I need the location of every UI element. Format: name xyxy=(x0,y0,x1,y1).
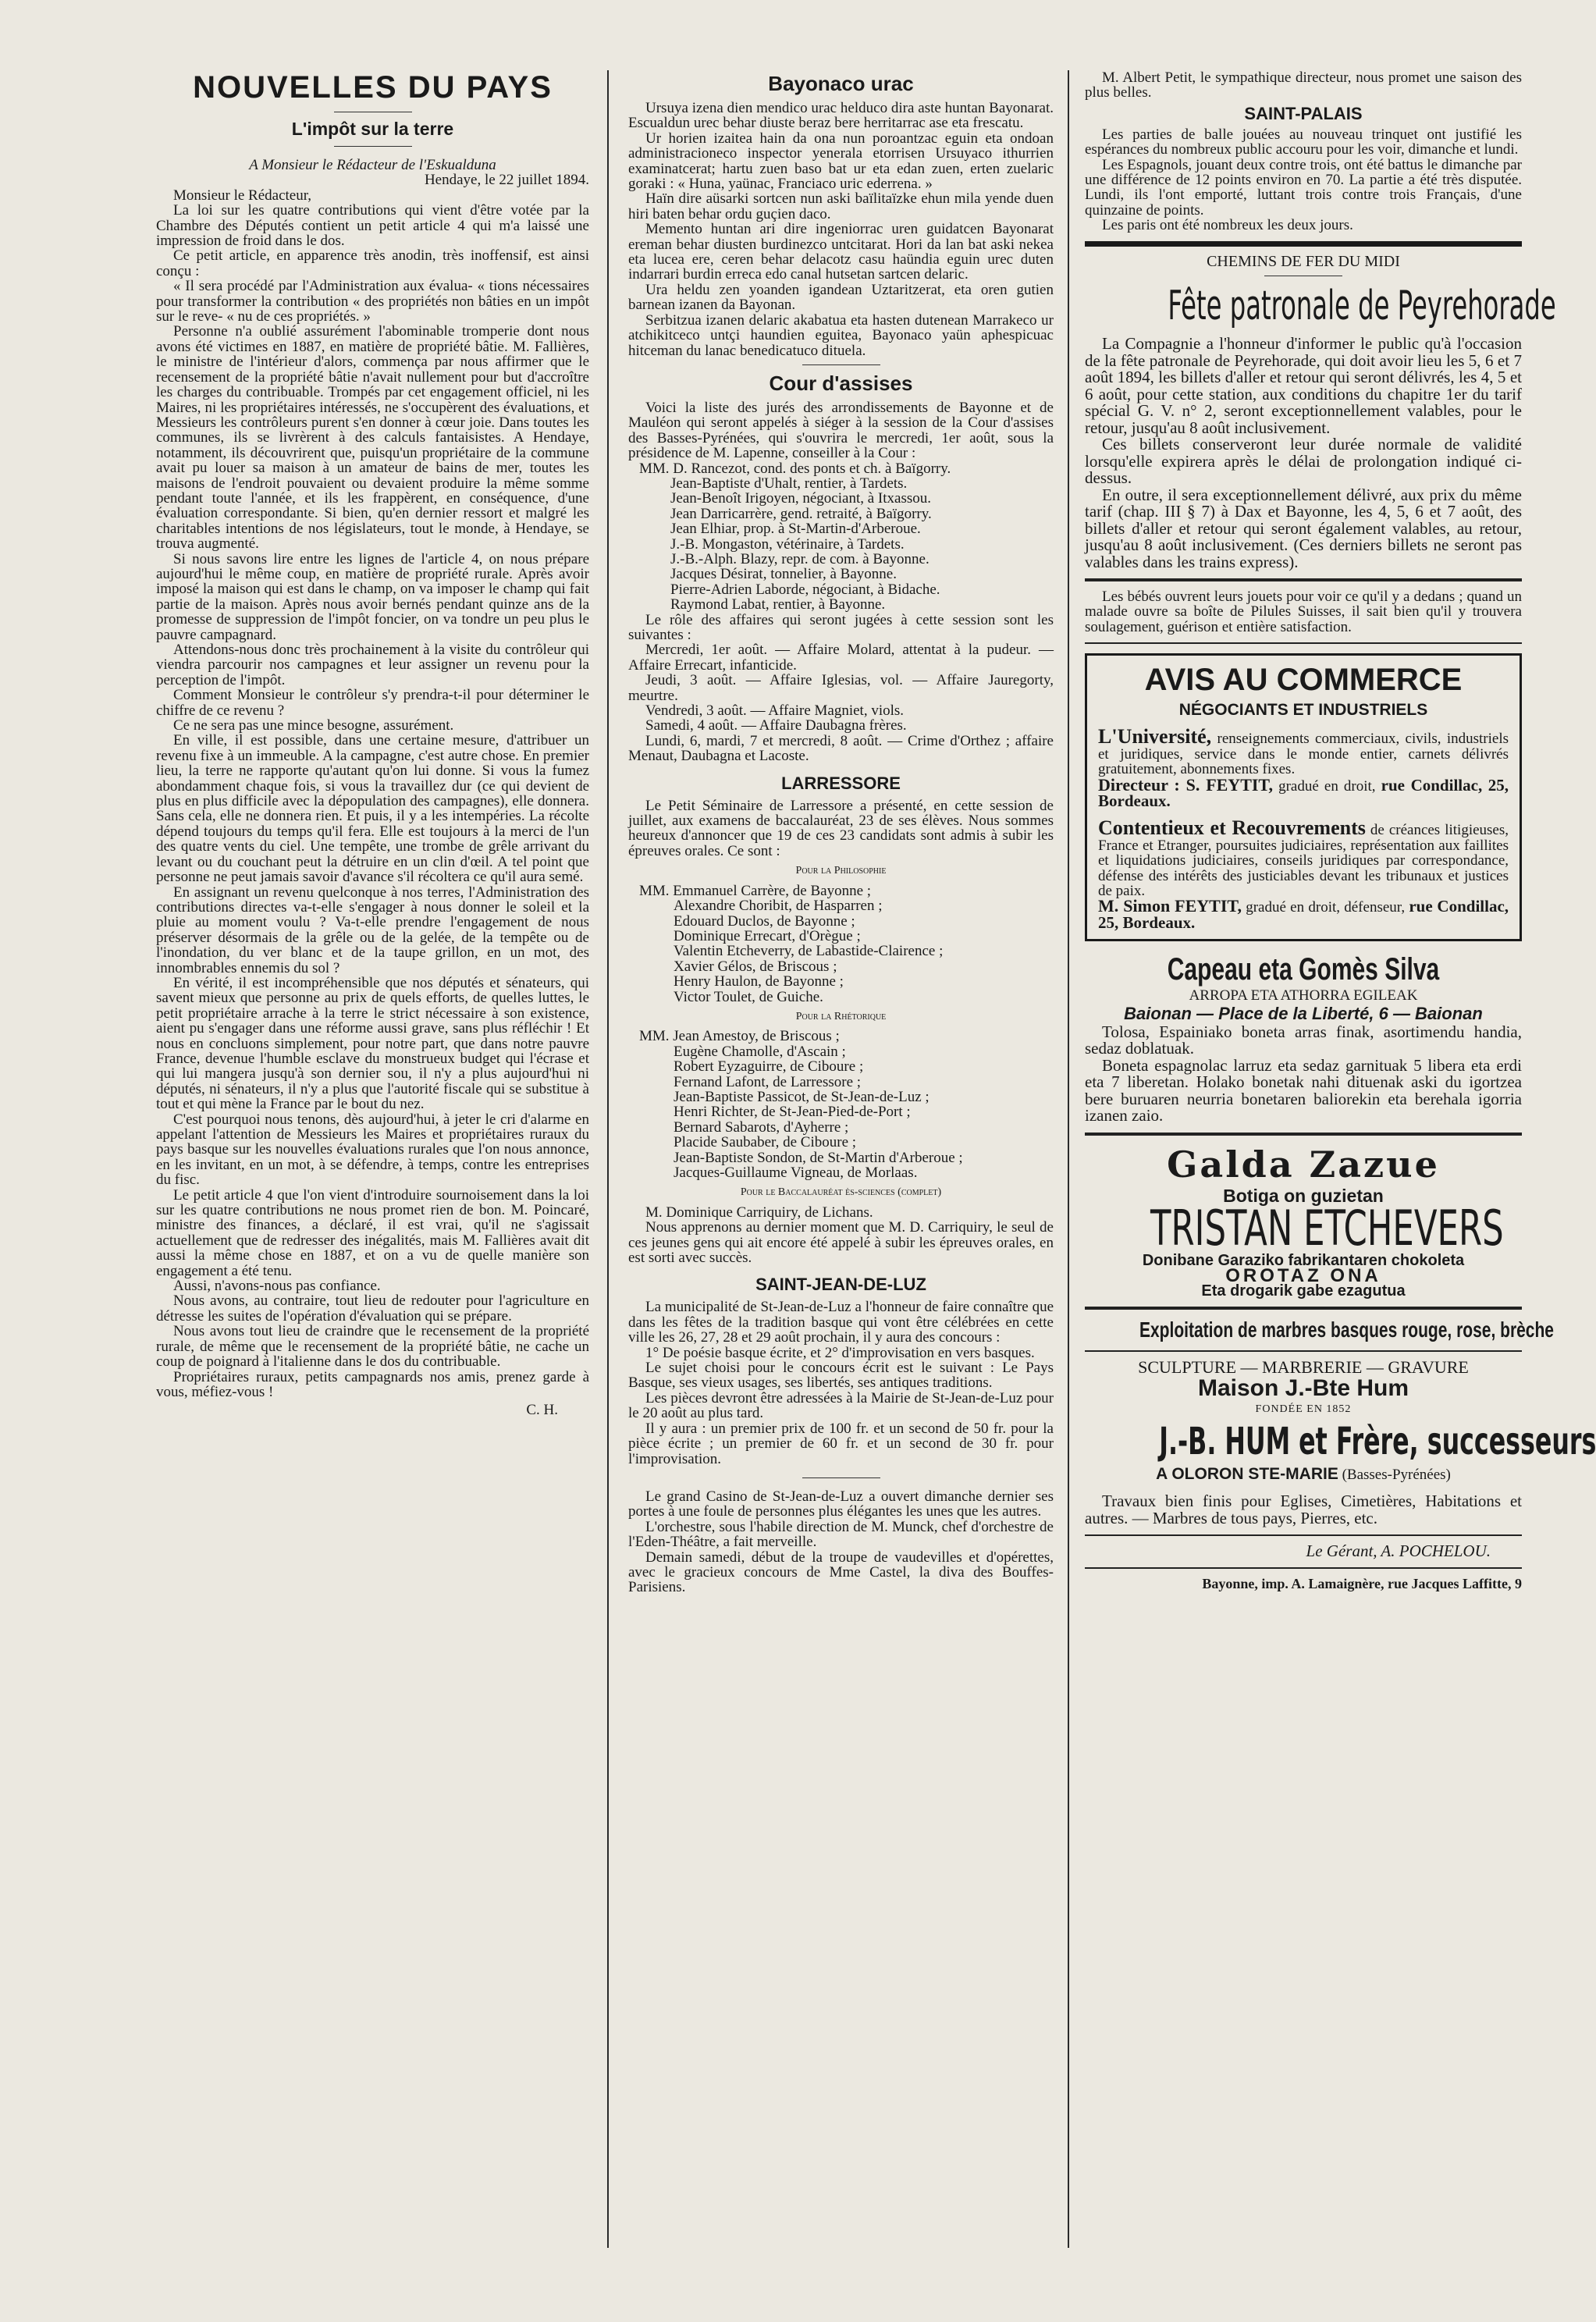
paragraph: Comment Monsieur le contrôleur s'y prendra-t-il pour déterminer le chiffre de ce revenu ? xyxy=(156,687,589,719)
advert-heading: L'Université, xyxy=(1098,725,1212,749)
paragraph: Ce petit article, en apparence très anodin, très inoffensif, est ainsi conçu : xyxy=(156,247,589,279)
advert-text: Boneta espagnolac larruz eta sedaz garnituak 5 libera eta erdi eta 7 liberetan. Holako bonetak nahi dituenak aski du igortzea bere buruaren neurria bonetaren baliorekin eta berehala igorria izanen zaio. xyxy=(1085,1055,1522,1125)
advert-text: Les bébés ouvrent leurs jouets pour voir ce qu'il y a dedans ; quand un malade ouvre sa boîte de Pilules Suisses, il sait bien qu'il y trouvera soulagement, guérison et entière satisfaction. xyxy=(1085,589,1522,635)
paragraph: Les pièces devront être adressées à la Mairie de St-Jean-de-Luz pour le 20 août au plus tard. xyxy=(628,1389,1054,1422)
imprint: Bayonne, imp. A. Lamaignère, rue Jacques Laffitte, 9 xyxy=(1202,1575,1522,1591)
dateline: Hendaye, le 22 juillet 1894. xyxy=(424,172,589,189)
paragraph: Les paris ont été nombreux les deux jours. xyxy=(1102,217,1353,234)
jures-list xyxy=(628,461,1054,613)
subhead: Pour la Rhétorique xyxy=(795,1010,887,1022)
advert-text: Donibane Garaziko fabrikantaren chokoleta xyxy=(1142,1251,1465,1269)
advert-address: Baionan — Place de la Liberté, 6 — Baionan xyxy=(1124,1003,1483,1023)
advert-text: Travaux bien finis pour Eglises, Cimetières, Habitations et autres. — Marbres de tous pays, Pierres, etc. xyxy=(1085,1492,1522,1527)
article-title: L'impôt sur la terre xyxy=(291,119,454,139)
advert-title: Galda Zazue xyxy=(1167,1143,1440,1186)
list-item: Victor Toulet, de Guiche. xyxy=(674,988,823,1005)
list-item: Vendredi, 3 août. — Affaire Magniet, viols. xyxy=(645,702,905,720)
divider xyxy=(1085,578,1522,581)
list-item: Fernand Lafont, de Larressore ; xyxy=(674,1073,862,1090)
paragraph: La Compagnie a l'honneur d'informer le public qu'à l'occasion de la fête patronale de Peyrehorade, qui doit avoir lieu les 5, 6 et 7 août 1894, les billets d'aller et retour qui seront délivrés, les 4, 5 et 6 août, pour cette station, aux conditions du chapitre 1er du tarif spécial G. V. n° 2, seront exceptionnellement valables, pour le retour, jusqu'au 8 août inclusivement. xyxy=(1085,334,1522,437)
paragraph: Le sujet choisi pour le concours écrit est le suivant : Le Pays Basque, ses vieux usages, ses libertés, ses antiques traditions. xyxy=(628,1360,1054,1392)
paragraph: Le grand Casino de St-Jean-de-Luz a ouvert dimanche dernier ses portes à une foule de personnes plus élégantes les unes que les autres. xyxy=(628,1488,1054,1520)
list-item: Jacques-Guillaume Vigneau, de Morlaas. xyxy=(674,1165,918,1181)
list-item: Edouard Duclos, de Bayonne ; xyxy=(674,912,855,930)
advert-slogan: OROTAZ ONA xyxy=(1225,1265,1381,1287)
divider xyxy=(802,364,880,365)
advert-subtitle: ARROPA ETA ATHORRA EGILEAK xyxy=(1189,987,1418,1005)
paragraph: Si nous savons lire entre les lignes de l'article 4, on nous prépare aujourd'hui le même coup, en matière de propriété rurale. Après avoir imposé la maison qui est dans le champ, on va imposer le champ qui fait partie de la maison. Après nous avoir bernés pendant quinze ans de la promesse de suppression de l'impôt foncier, on va tondre un peu plus le pauvre campagnard. xyxy=(156,550,589,643)
list-item: Mercredi, 1er août. — Affaire Molard, attentat à la pudeur. — Affaire Errecart, infanticide. xyxy=(628,642,1054,674)
list-item: Dominique Errecart, d'Orègue ; xyxy=(674,927,861,944)
paragraph: Propriétaires ruraux, petits campagnards nos amis, prenez garde à vous, méfiez-vous ! xyxy=(156,1368,589,1400)
list-item: Placide Saubaber, de Ciboure ; xyxy=(674,1134,857,1151)
paragraph: La municipalité de St-Jean-de-Luz a l'honneur de faire connaître que dans les fêtes de la tradition basque qui vont être célébrées en cette ville les 26, 27, 28 et 29 août prochain, il y aura des concours : xyxy=(628,1299,1054,1346)
advert-title: J.-B. HUM et Frère, successeurs xyxy=(1159,1420,1596,1463)
advert-box xyxy=(1085,653,1522,941)
list-item: M. Dominique Carriquiry, de Lichans. xyxy=(645,1204,873,1221)
advert-text: renseignements commerciaux, civils, industriels et juridiques, service dans le monde entier, carnets délivrés gratuitement, abonnements fixes. xyxy=(1098,731,1509,778)
advert-text: Tolosa, Espainiako boneta arras finak, asortimendu handia, sedaz doblatuak. xyxy=(1085,1022,1522,1058)
paragraph: En assignant un revenu quelconque à nos terres, l'Administration des contributions directes va-t-elle s'engager à nous donner le soleil et la pluie au moment voulu ? Va-t-elle prendre l'engagement de nous préserver désormais de la grêle ou de la gelée, de la tempête ou de l'inondation, du ver blanc et de la taupe grillon, en un mot, des innombrables ennemis du sol ? xyxy=(156,884,589,976)
paragraph: Le Petit Séminaire de Larressore a présenté, en cette session de juillet, aux examens de baccalauréat, 23 de ses élèves. Nous sommes heureux d'annoncer que 19 de ces 23 candidats sont admis à subir les épreuves orales. Ce sont : xyxy=(628,797,1054,859)
paragraph: Les parties de balle jouées au nouveau trinquet ont justifié les espérances du nombreux public accouru pour les voir, dimanche et lundi. xyxy=(1085,126,1522,158)
advert-text: gradué en droit, défenseur, xyxy=(1246,899,1406,916)
advert-text: de créances litigieuses, France et Etranger, poursuites judiciaires, représentation aux faillites et liquidations judiciaires, conseils juridiques par correspondance, défense des intérêts des justiciables devant les tribunaux et justices de paix. xyxy=(1098,822,1509,899)
list-item: Eugène Chamolle, d'Ascain ; xyxy=(674,1043,846,1060)
list-item: Jean-Baptiste Sondon, de St-Martin d'Arberoue ; xyxy=(674,1149,963,1166)
article-title: LARRESSORE xyxy=(781,773,901,793)
paragraph: En vérité, il est incompréhensible que nos députés et sénateurs, qui savent mieux que personne au prix de quels efforts, de quelles luttes, le petit propriétaire arrache à la terre le strict nécessaire à son existence, aient pu s'engager dans une réforme aussi grave, sans plus réfléchir ! Et nous en concluons simplement, pour notre part, que dans notre pauvre France, devenue l'humble esclave du monstrueux budget qui l'écrase et qui lui mangera jusqu'à son dernier sou, il n'y a plus aujourd'hui ni députés, ni sénateurs, il n'y a plus que l'autorité fiscale qui se substitue à tout et qui mène la France par le bout du nez. xyxy=(156,974,589,1113)
advert-text: (Basses-Pyrénées) xyxy=(1342,1467,1451,1483)
paragraph: Il y aura : un premier prix de 100 fr. et un second de 50 fr. pour la pièce écrite ; un premier de 60 fr. et un second de 30 fr. pour l'improvisation. xyxy=(628,1420,1054,1467)
gerant: Le Gérant, A. POCHELOU. xyxy=(1306,1541,1491,1561)
column-2 xyxy=(628,70,1054,2248)
list-item: Henri Richter, de St-Jean-Pied-de-Port ; xyxy=(674,1104,911,1121)
paragraph: Nous apprenons au dernier moment que M. D. Carriquiry, le seul de ces jeunes gens qui ait encore été appelé à subir les épreuves orales, en est sorti avec succès. xyxy=(628,1219,1054,1267)
article-title: Cour d'assises xyxy=(769,371,913,395)
list-item: MM. D. Rancezot, cond. des ponts et ch. à Baïgorry. xyxy=(639,460,951,477)
advert-name: M. Simon FEYTIT, xyxy=(1098,896,1242,916)
paragraph: En ville, il est possible, dans une certaine mesure, d'attribuer un revenu fixe à un immeuble. A la campagne, c'est autre chose. En premier lieu, la terre ne rapporte qu'autant qu'on lui donne. Si vous la fumez abondamment chaque fois, si vous la travaillez dur (ce qui devient de plus en plus difficile avec la dépopulation des campagnes), elle donnera. Sans cela, elle ne donnera rien. Et puis, il y a les intempéries. La récolte dépend toujours du temps qu'il fera. Elle est toujours à la merci de l'un des quatre vents du ciel. Une tempête, une trombe de grêle arrivant du levant ou du couchant peut la détruire en un clin d'œil. A tel point que personne ne peut jamais savoir d'avance s'il récoltera ce qu'il aura semé. xyxy=(156,732,589,886)
article-title: SAINT-PALAIS xyxy=(1244,103,1363,123)
paragraph: Voici la liste des jurés des arrondissements de Bayonne et de Mauléon qui seront appelés à siéger à la session de la Cour d'assises des Basses-Pyrénées, qui s'ouvrira le mercredi, 1er août, sous la présidence de M. Lapenne, conseiller à la Cour : xyxy=(628,399,1054,462)
paragraph: L'orchestre, sous l'habile direction de M. Munck, chef d'orchestre de l'Eden-Théâtre, a fait merveille. xyxy=(628,1518,1054,1551)
address: A Monsieur le Rédacteur de l'Eskualduna xyxy=(249,157,496,173)
advert-subtitle: NÉGOCIANTS ET INDUSTRIELS xyxy=(1178,701,1428,720)
advert-text: FONDÉE EN 1852 xyxy=(1255,1403,1352,1415)
advert-address: rue Condillac, 25, Bordeaux. xyxy=(1098,775,1509,810)
list-item: MM. Jean Amestoy, de Briscous ; xyxy=(639,1028,840,1045)
divider xyxy=(334,146,412,147)
advert-name: Maison J.-Bte Hum xyxy=(1197,1374,1409,1401)
list-item: Raymond Labat, rentier, à Bayonne. xyxy=(670,596,886,613)
divider xyxy=(802,1477,880,1478)
paragraph: Ur horien izaitea hain da ona nun poroantzac eguin eta ondoan administracioneco inspector yenerala etorrisen Ursuyaco ithurrien examinatcerat; hartu zuen baso bat ur eta edan zuen, erten zuelaric goraki : « Huna, yaünac, Franciaco uric ederrena. » xyxy=(628,130,1054,193)
advert-title xyxy=(1085,1317,1554,1342)
paragraph: Ces billets conserveront leur durée normale de validité lorsqu'elle expirera après le délai de prolongation indiqué ci-dessus. xyxy=(1085,435,1522,488)
paragraph: Ursuya izena dien mendico urac helduco dira aste huntan Bayonarat. Escualdun urec behar diuste beraz bere herritarrac ase eta frescatu. xyxy=(628,100,1054,132)
list-item: Valentin Etcheverry, de Labastide-Clairence ; xyxy=(674,943,944,960)
list-item: Alexandre Choribit, de Hasparren ; xyxy=(674,898,883,915)
event-title: Fête patronale de Peyrehorade xyxy=(1168,283,1556,330)
list-item: Jean-Benoît Irigoyen, négociant, à Itxassou. xyxy=(670,490,931,507)
paragraph: En outre, il sera exceptionnellement délivré, aux prix du même tarif (chap. III § 7) à Dax et Bayonne, les 4, 5, 6 et 7 août, des billets d'aller et retour qui seront également valables, au retour, jusqu'au 8 août inclusivement. (Ces derniers billets ne seront pas valables dans les trains express). xyxy=(1085,485,1522,571)
paragraph: Haïn dire aüsarki sortcen nun aski baïlitaïzke ehun mila yende duen hiri baten behar ordu guçien daco. xyxy=(628,190,1054,222)
subhead: Pour la Philosophie xyxy=(795,865,887,877)
advert-subtitle: SCULPTURE — MARBRERIE — GRAVURE xyxy=(1138,1357,1469,1378)
paragraph: Serbitzua izanen delaric akabatua eta hasten dutenean Marrakeco ur atchikitceco untçi haundien eguitea, Bayonaco yaün aphespicuac hitceman du lanac benedicatuco dituela. xyxy=(628,311,1054,359)
paragraph: Memento huntan ari dire ingeniorrac uren guidatcen Bayonarat ereman behar diusten burdinezco untcitarat. Hori da lan bat aski nekea eta lucea ere, ceren behar delacotz casu haündia eguin urec duten indarrari burdin erreca edo canal hutsetan sartcen delaric. xyxy=(628,221,1054,283)
paragraph: 1° De poésie basque écrite, et 2° d'improvisation en vers basques. xyxy=(645,1344,1035,1361)
signature: C. H. xyxy=(526,1402,558,1419)
salutation: Monsieur le Rédacteur, xyxy=(173,187,312,204)
list-item: Jean Darricarrère, gend. retraité, à Baïgorry. xyxy=(670,505,932,522)
paragraph: Demain samedi, début de la troupe de vaudevilles et d'opérettes, avec le gracieux concours de Mme Castel, la diva des Bouffes-Parisiens. xyxy=(628,1549,1054,1596)
advert-heading: Contentieux et Recouvrements xyxy=(1098,816,1366,840)
subhead: Pour le Baccalauréat ès-sciences (complet) xyxy=(740,1186,942,1199)
paragraph: La loi sur les quatre contributions qui vient d'être votée par la Chambre des Députés contient un petit article 4 qui m'a laissé une impression de froid dans le dos. xyxy=(156,202,589,250)
list-item: Henry Haulon, de Bayonne ; xyxy=(674,973,844,990)
paragraph: Le rôle des affaires qui seront jugées à cette session sont les suivantes : xyxy=(628,611,1054,643)
paragraph: Les Espagnols, jouant deux contre trois, ont été battus le dimanche par une différence de 12 points environ en 70. La partie a été très disputée. Lundi, ils l'ont emporté, luttant trois contre trois Français, d'une quinzaine de points. xyxy=(1085,156,1522,219)
advert-text: gradué en droit, xyxy=(1278,777,1376,795)
advert-name: TRISTAN ETCHEVERS xyxy=(1150,1199,1504,1257)
advert-title: AVIS AU COMMERCE xyxy=(1144,663,1463,698)
advert-subtitle: Botiga on guzietan xyxy=(1223,1185,1384,1206)
section-title: NOUVELLES DU PAYS xyxy=(193,70,553,105)
paragraph: Ura heldu zen yoanden igandean Uztaritzerat, eta oren gutien barnean izanen da Bayonan. xyxy=(628,281,1054,314)
rheto-list xyxy=(628,1029,1054,1180)
paragraph: Aussi, n'avons-nous pas confiance. xyxy=(173,1278,381,1295)
divider xyxy=(1085,1534,1522,1536)
list-item: Jeudi, 3 août. — Affaire Iglesias, vol. — Affaire Jauregorty, meurtre. xyxy=(628,672,1054,704)
company-header: CHEMINS DE FER DU MIDI xyxy=(1207,252,1400,270)
list-item: Robert Eyzaguirre, de Ciboure ; xyxy=(674,1058,864,1076)
list-item: Lundi, 6, mardi, 7 et mercredi, 8 août. — Crime d'Orthez ; affaire Menaut, Daubagna et Lacoste. xyxy=(628,732,1054,765)
advert-name: Directeur : S. FEYTIT, xyxy=(1098,774,1273,795)
divider xyxy=(1085,642,1522,644)
list-item: Pierre-Adrien Laborde, négociant, à Bidache. xyxy=(670,581,940,598)
list-item: Bernard Sabarots, d'Ayherre ; xyxy=(674,1118,849,1136)
advert-text: Eta drogarik gabe ezagutua xyxy=(1201,1282,1406,1300)
list-item: Jean-Baptiste Passicot, de St-Jean-de-Luz ; xyxy=(674,1088,930,1105)
divider xyxy=(1085,1307,1522,1310)
list-item: Samedi, 4 août. — Affaire Daubagna frères. xyxy=(645,717,907,734)
paragraph: M. Albert Petit, le sympathique directeur, nous promet une saison des plus belles. xyxy=(1085,69,1522,101)
paragraph: Ce ne sera pas une mince besogne, assurément. xyxy=(173,717,454,734)
column-3 xyxy=(1085,69,1596,2248)
list-item: Jean Elhiar, prop. à St-Martin-d'Arberoue. xyxy=(670,521,921,538)
paragraph: Attendons-nous donc très prochainement à la visite du contrôleur qui viendra parcourir nos campagnes et leur assigner un revenu pour la perception de l'impôt. xyxy=(156,642,589,688)
advert-title xyxy=(1085,951,1522,988)
divider xyxy=(1085,1133,1522,1136)
column-1 xyxy=(156,70,589,2248)
paragraph: Personne n'a oublié assurément l'abominable tromperie dont nous avons été victimes en 1887, en matière de propriété bâtie. M. Fallières, le ministre de l'intérieur d'alors, commença par nous affirmer que le recensement de la propriété bâtie n'avait nullement pour but d'accroître les charges du contribuable. Trompés par cet engagement officiel, ni les Maires, ni les propriétaires intéressés, ne s'occupèrent des évaluations, et Messieurs les contrôleurs purent s'en donner à cœur joie. Dans toutes les communes, ils se livrèrent à des calculs fantaisistes. A Hendaye, notamment, ils découvrirent que, puisqu'un propriétaire de la commune avait pu louer sa maison à un amateur de bains de mer, toutes les maisons de l'endroit pouvaient ou devaient produire la même somme pendant toute l'année, et ils les frappèrent, en conséquence, d'une évaluation correspondante. Si bien, qu'en dernier ressort et malgré les charitables intentions de nos législateurs, tout le monde, à Hendaye, se trouva augmenté. xyxy=(156,323,589,553)
paragraph: Le petit article 4 que l'on vient d'introduire sournoisement dans la loi sur les quatre contributions ne nous promet rien de bon. M. Poincaré, ministre des finances, a déclaré, il est vrai, qu'il ne s'agissait actuellement que de redresser des inégalités, mais M. Fallières avait dit aussi la même chose en 1887, et on a vu de quelle manière son engagement a été tenu. xyxy=(156,1186,589,1279)
column-rule-1 xyxy=(607,70,609,2248)
divider xyxy=(1085,241,1522,247)
list-item: Jacques Désirat, tonnelier, à Bayonne. xyxy=(670,566,897,583)
advert-address: A OLORON STE-MARIE xyxy=(1156,1465,1338,1483)
list-item: Jean-Baptiste d'Uhalt, rentier, à Tardets. xyxy=(670,475,908,492)
list-item: MM. Emmanuel Carrère, de Bayonne ; xyxy=(639,882,872,899)
list-item: J.-B.-Alph. Blazy, repr. de com. à Bayonne. xyxy=(670,550,930,567)
advert-address: rue Condillac, 25, Bordeaux. xyxy=(1098,897,1509,932)
advert-title-text: Exploitation de marbres basques rouge, rose, brèche xyxy=(1139,1317,1554,1342)
divider xyxy=(1085,1567,1522,1569)
article-title: SAINT-JEAN-DE-LUZ xyxy=(755,1275,926,1295)
paragraph: Nous avons, au contraire, tout lieu de redouter pour l'agriculture en détresse les suites de l'opération d'évaluation qui se prépare. xyxy=(156,1293,589,1325)
divider xyxy=(1085,1350,1522,1352)
paragraph: « Il sera procédé par l'Administration aux évalua- « tions nécessaires pour transformer la contribution « des propriétés non bâties en un impôt sur le reve- « nu de ces propriétés. » xyxy=(156,278,589,325)
advert-title-text: Capeau eta Gomès Silva xyxy=(1167,952,1440,987)
list-item: J.-B. Mongaston, vétérinaire, à Tardets. xyxy=(670,535,905,553)
column-rule-2 xyxy=(1068,70,1069,2248)
paragraph: C'est pourquoi nous tenons, dès aujourd'hui, à jeter le cri d'alarme en appelant l'attention de Messieurs les Maires et propriétaires ruraux du pays basque sur les nouvelles évaluations rurales que l'on nous annonce, en les invitant, en un mot, à se défendre, à temps, contre les entreprises du fisc. xyxy=(156,1111,589,1189)
list-item: Xavier Gélos, de Briscous ; xyxy=(674,958,837,975)
article-title: Bayonaco urac xyxy=(768,72,914,95)
philo-list xyxy=(628,884,1054,1005)
paragraph: Nous avons tout lieu de craindre que le recensement de la propriété rurale, de même que le recensement de la propriété bâtie, ne cache un coup de poignard à l'italienne dans le dos du contribuable. xyxy=(156,1323,589,1371)
